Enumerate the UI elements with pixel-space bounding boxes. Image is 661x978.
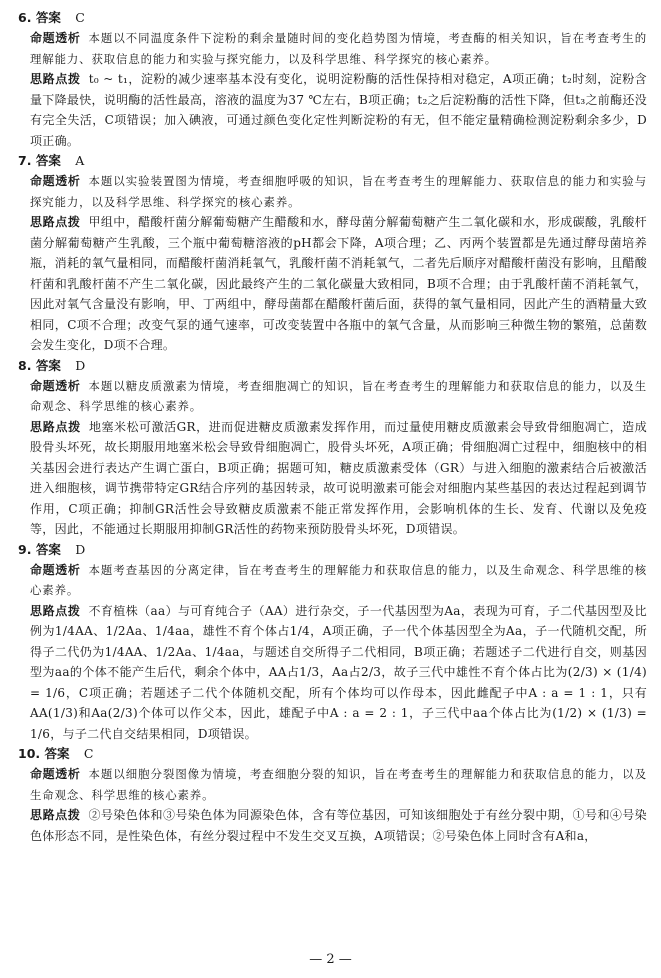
answer-label: 答案 xyxy=(35,153,61,168)
analysis-text: 本题以细胞分裂图像为情境，考查细胞分裂的知识，旨在考查考生的理解能力和获取信息的能力，以及生命观念、科学思维的核心素养。 xyxy=(30,767,647,802)
hint-text: ②号染色体和③号染色体为同源染色体，含有等位基因，可知该细胞处于有丝分裂中期，①号和④号染色体形态不同，是性染色体，有丝分裂过程中不发生交叉互换，A项错误；②号染色体上同时含有A和a， xyxy=(30,808,647,843)
page-number: — 2 — xyxy=(309,952,352,967)
question-number: 7. xyxy=(18,153,32,168)
hint-label: 思路点拨 xyxy=(30,603,81,618)
analysis-label: 命题透析 xyxy=(30,562,81,577)
question-10-answer-line xyxy=(18,744,647,764)
question-number: 6. xyxy=(18,10,32,25)
hint-text: 地塞米松可激活GR，进而促进糖皮质激素发挥作用，而过量使用糖皮质激素会导致骨细胞凋亡，造成股骨头坏死，故长期服用地塞米松会导致骨细胞凋亡，股骨头坏死，A项正确；骨细胞凋亡过程中，细胞核中的相关基因会进行表达产生调亡蛋白，B项正确；据题可知，糖皮质激素受体（GR）与进入细胞的激素结合后被激活进入细胞核，调节携带特定GR结合序列的基因转录，故可说明激素可能会对细胞内某些基因的表达过程起到调节作用，C项正确；抑制GR活性会导致糖皮质激素不能正常发挥作用，会影响机体的生长、发育、代谢以及免疫等，因此，不能通过长期服用抑制GR活性的药物来预防股骨头坏死，D项错误。 xyxy=(30,419,647,536)
question-7-analysis xyxy=(30,171,647,212)
answer-letter: D xyxy=(75,357,86,373)
question-number: 8. xyxy=(18,357,32,373)
question-7-answer-line xyxy=(18,151,647,171)
hint-text: 甲组中，醋酸杆菌分解葡萄糖产生醋酸和水，酵母菌分解葡萄糖产生二氧化碳和水，形成碳酸，乳酸杆菌分解葡萄糖产生乳酸，三个瓶中葡萄糖溶液的pH都会下降，A项合理；乙、丙两个装置都是先通过酵母菌培养瓶，消耗的氧气量相同，而醋酸杆菌消耗氧气，乳酸杆菌不消耗氧气，二者先后顺序对醋酸杆菌没有影响，且醋酸杆菌和乳酸杆菌不产生二氧化碳，因此最终产生的二氧化碳量大致相同，B项不合理；由于乳酸杆菌不消耗氧气，因此对氧气含量没有影响，甲、丁两组中，酵母菌都在醋酸杆菌后面，获得的氧气量相同，因此产生的酒精量大致相同，C项不合理；改变气泵的通气速率，可改变装置中各瓶中的氧气含量，从而影响三种微生物的繁殖，总菌数会发生变化，D项不合理。 xyxy=(30,215,647,352)
question-9 xyxy=(18,540,647,745)
question-number: 9. xyxy=(18,541,32,557)
answer-label: 答案 xyxy=(35,10,61,25)
analysis-label: 命题透析 xyxy=(30,31,81,45)
hint-label: 思路点拨 xyxy=(30,419,81,434)
answer-label: 答案 xyxy=(35,541,61,557)
question-10-hint xyxy=(30,805,647,846)
question-6-hint xyxy=(30,69,647,151)
answer-letter: C xyxy=(83,746,94,761)
hint-text: t₀ ~ t₁，淀粉的减少速率基本没有变化，说明淀粉酶的活性保持相对稳定，A项正确；t₂时刻，淀粉含量下降最快，说明酶的活性最高，溶液的温度为37 ℃左右，B项正确；t₂之后淀粉酶的活性下降，但t₃之前酶还没有完全失活，C项错误；加入碘液，可通过颜色变化定性判断淀粉的有无，但不能定量精确检测淀粉剩余多少，D项正确。 xyxy=(30,72,647,148)
hint-text: 不育植株（aa）与可育纯合子（AA）进行杂交，子一代基因型为Aa，表现为可育，子二代基因型及比例为1/4AA、1/2Aa、1/4aa，雄性不育个体占1/4，A项正确，子一代个体基因型全为Aa，子一代随机交配，所得子二代仍为1/4AA、1/2Aa、1/4aa，与题述自交所得子二代相同，B项正确；若题述子二代进行自交，则基因型为aa的个体不能产生后代，剩余个体中，AA占1/3，Aa占2/3，故子三代中雄性不育个体占比为(2/3) × (1/4) = 1/6，C项正确；若题述子二代个体随机交配，所有个体均可以作母本，因此雌配子中A : a = 1 : 1，只有AA(1/3)和Aa(2/3)个体可以作父本，因此，雄配子中A : a = 2 : 1，子三代中aa个体占比为(1/2) × (1/3) = 1/6，与子二代自交结果相同，D项错误。 xyxy=(30,603,647,741)
question-9-answer-line xyxy=(18,540,647,560)
question-7 xyxy=(18,151,647,356)
hint-label: 思路点拨 xyxy=(30,215,81,229)
question-8-hint xyxy=(30,417,647,540)
analysis-label: 命题透析 xyxy=(30,174,81,188)
analysis-label: 命题透析 xyxy=(30,767,81,781)
answer-letter: A xyxy=(75,153,85,168)
question-6-answer-line xyxy=(18,8,647,28)
answer-label: 答案 xyxy=(44,746,70,761)
answer-letter: D xyxy=(75,541,86,557)
hint-label: 思路点拨 xyxy=(30,72,81,86)
hint-label: 思路点拨 xyxy=(30,808,81,822)
question-10 xyxy=(18,744,647,846)
question-9-hint xyxy=(30,601,647,745)
analysis-label: 命题透析 xyxy=(30,378,81,393)
question-8-analysis xyxy=(30,376,647,417)
question-7-hint xyxy=(30,212,647,356)
question-9-analysis xyxy=(30,560,647,601)
analysis-text: 本题以实验装置图为情境，考查细胞呼吸的知识，旨在考查考生的理解能力、获取信息的能力和实验与探究能力，以及科学思维、科学探究的核心素养。 xyxy=(30,174,647,209)
analysis-text: 本题考查基因的分离定律，旨在考查考生的理解能力和获取信息的能力，以及生命观念、科学思维的核心素养。 xyxy=(30,562,647,597)
answer-label: 答案 xyxy=(35,357,61,373)
analysis-text: 本题以糖皮质激素为情境，考查细胞凋亡的知识，旨在考查考生的理解能力和获取信息的能力，以及生命观念、科学思维的核心素养。 xyxy=(30,378,647,413)
question-6 xyxy=(18,8,647,151)
question-8-answer-line xyxy=(18,356,647,376)
question-10-analysis xyxy=(30,764,647,805)
analysis-text: 本题以不同温度条件下淀粉的剩余量随时间的变化趋势图为情境，考查酶的相关知识，旨在考查考生的理解能力、获取信息的能力和实验与探究能力，以及科学思维、科学探究的核心素养。 xyxy=(30,31,647,66)
question-number: 10. xyxy=(18,746,41,761)
question-6-analysis xyxy=(30,28,647,69)
answer-letter: C xyxy=(75,10,85,25)
question-8 xyxy=(18,356,647,540)
